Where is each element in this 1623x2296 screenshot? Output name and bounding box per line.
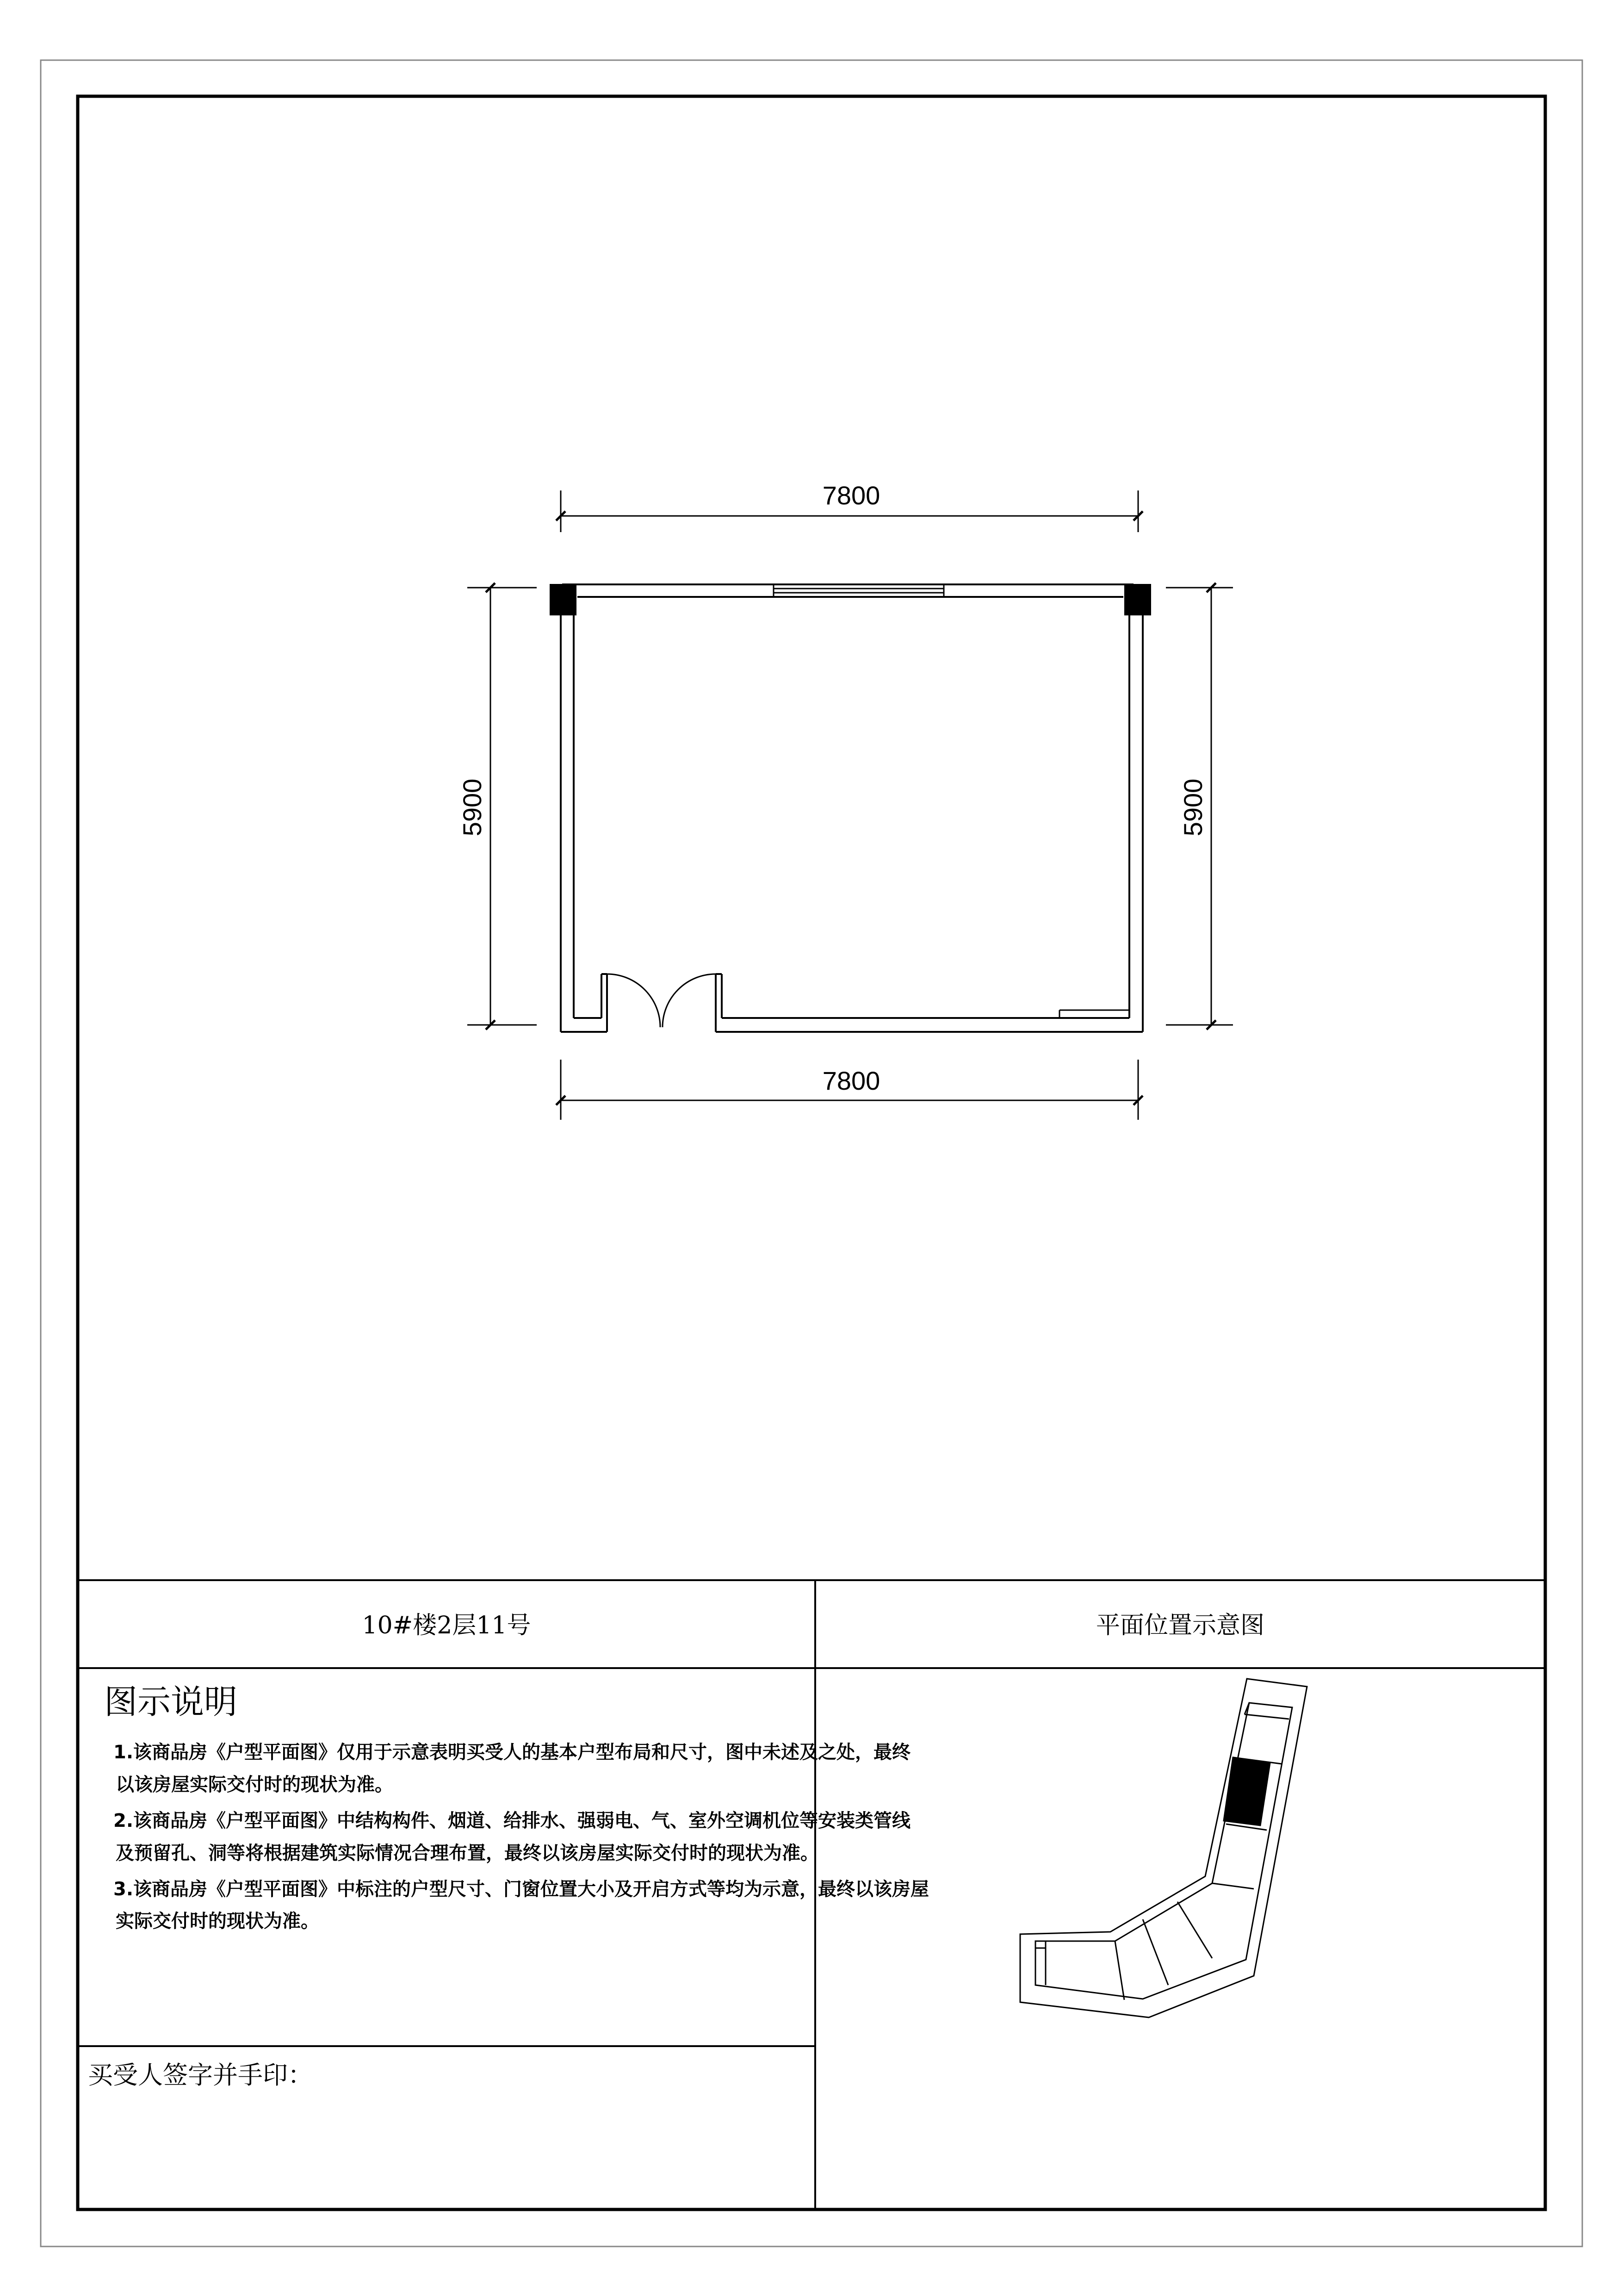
building-outline [1020, 1679, 1307, 2017]
window [774, 584, 944, 597]
note-line: 实际交付时的现状为准。 [116, 1911, 319, 1932]
column-top-left [550, 584, 576, 615]
signature-label: 买受人签字并手印： [88, 2060, 313, 2090]
bottom-wall-right [716, 974, 1143, 1032]
floor-plan [561, 584, 1143, 1032]
column-top-right [1124, 584, 1151, 615]
corner-detail [1059, 1010, 1129, 1018]
bottom-wall-left [561, 974, 607, 1032]
note-line: 及预留孔、洞等将根据建筑实际情况合理布置，最终以该房屋实际交付时的现状为准。 [116, 1843, 819, 1864]
note-line: 1.该商品房《户型平面图》仅用于示意表明买受人的基本户型布局和尺寸，图中未述及之处，最终 [113, 1742, 911, 1763]
note-line: 3.该商品房《户型平面图》中标注的户型尺寸、门窗位置大小及开启方式等均为示意，最终以该房屋 [113, 1879, 929, 1900]
building-inner-outline [1035, 1703, 1292, 1999]
location-title: 平面位置示意图 [1096, 1612, 1265, 1639]
top-wall [562, 584, 1134, 597]
left-wall [561, 584, 574, 1032]
location-key-plan [1020, 1679, 1307, 2017]
dimension-bottom-label: 7800 [822, 1066, 880, 1095]
double-door [607, 974, 716, 1027]
dimension-top-label: 7800 [822, 481, 880, 510]
notes-title: 图示说明 [104, 1682, 238, 1721]
unit-label: 10#楼2层11号 [362, 1612, 531, 1639]
note-line: 以该房屋实际交付时的现状为准。 [116, 1774, 393, 1795]
dimension-left-label: 5900 [458, 778, 487, 837]
right-wall [1129, 584, 1143, 1032]
note-line: 2.该商品房《户型平面图》中结构构件、烟道、给排水、强弱电、气、室外空调机位等安装类管线 [113, 1810, 911, 1831]
unit-location-marker [1224, 1757, 1270, 1825]
dimension-right-label: 5900 [1178, 778, 1208, 837]
